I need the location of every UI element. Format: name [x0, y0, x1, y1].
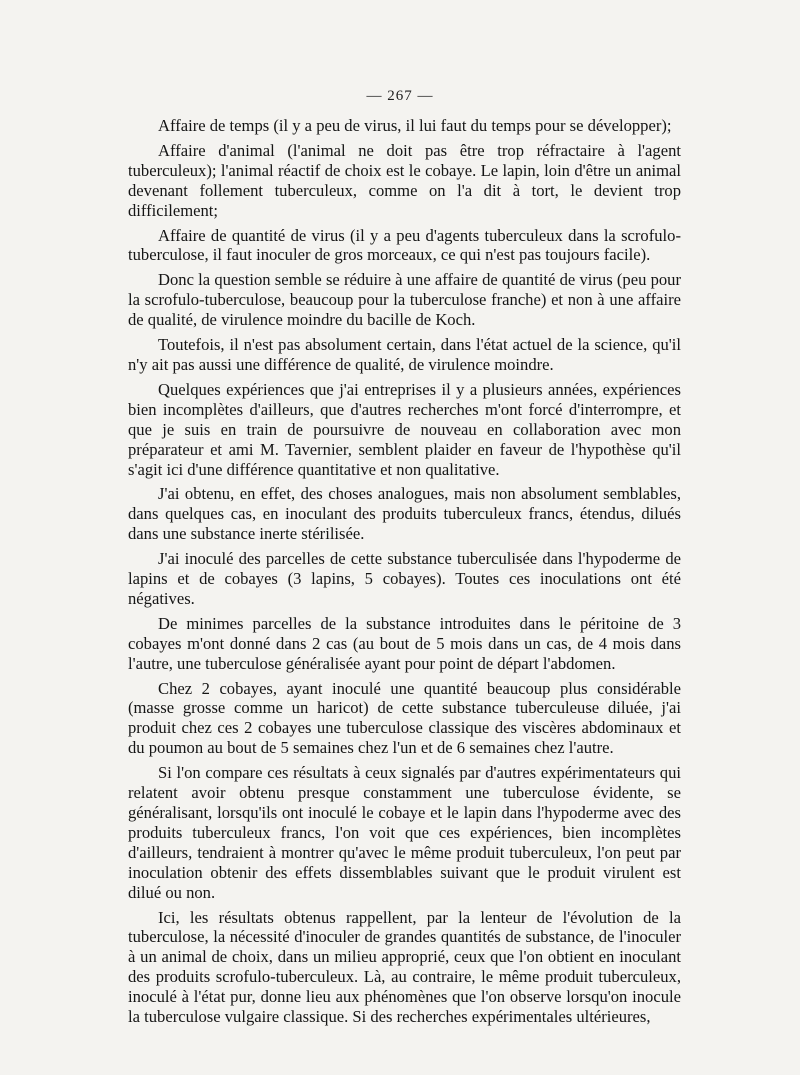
paragraph: Affaire d'animal (l'animal ne doit pas être trop réfractaire à l'agent tuberculeux); l'animal réactif de choix est le cobaye. Le lapin, loin d'être un animal devenant follement tuberculeux, comme on l'a dit à tort, le devient trop difficilement; [128, 140, 681, 220]
paragraph: Chez 2 cobayes, ayant inoculé une quantité beaucoup plus considérable (masse grosse comme un haricot) de cette substance tuberculeuse diluée, j'ai produit chez ces 2 cobayes une tuberculose classique des viscères abdominaux et du poumon au bout de 5 semaines chez l'un et de 6 semaines chez l'autre. [128, 678, 681, 758]
paragraph: Donc la question semble se réduire à une affaire de quantité de virus (peu pour la scrofulo-tuberculose, beaucoup pour la tuberculose franche) et non à une affaire de qualité, de virulence moindre du bacille de Koch. [128, 270, 681, 330]
page-number: — 267 — [366, 88, 434, 104]
paragraph: Toutefois, il n'est pas absolument certain, dans l'état actuel de la science, qu'il n'y ait pas aussi une différence de qualité, de virulence moindre. [128, 335, 681, 374]
paragraph: Affaire de temps (il y a peu de virus, il lui faut du temps pour se développer); [158, 116, 672, 135]
paragraph: Affaire de quantité de virus (il y a peu d'agents tuberculeux dans la scrofulo-tuberculose, il faut inoculer de gros morceaux, ce qui n'est pas toujours facile). [128, 225, 681, 265]
paragraph: Quelques expériences que j'ai entreprises il y a plusieurs années, expériences bien incomplètes d'ailleurs, que d'autres recherches m'ont forcé d'interrompre, et que je suis en train de poursuivre de nouveau en collaboration avec mon préparateur et ami M. Tavernier, semblent plaider en faveur de l'hypothèse qu'il s'agit ici d'une différence quantitative et non qualitative. [128, 379, 681, 479]
paragraph: J'ai inoculé des parcelles de cette substance tuberculisée dans l'hypoderme de lapins et de cobayes (3 lapins, 5 cobayes). Toutes ces inoculations ont été négatives. [128, 549, 681, 608]
paragraph: J'ai obtenu, en effet, des choses analogues, mais non absolument semblables, dans quelques cas, en inoculant des produits tuberculeux francs, étendus, dilués dans une substance inerte stérilisée. [128, 484, 681, 544]
paragraph: De minimes parcelles de la substance introduites dans le péritoine de 3 cobayes m'ont donné dans 2 cas (au bout de 5 mois dans un cas, de 4 mois dans l'autre, une tuberculose généralisée ayant pour point de départ l'abdomen. [128, 613, 681, 673]
paragraph: Si l'on compare ces résultats à ceux signalés par d'autres expérimentateurs qui relatent avoir obtenu presque constamment une tuberculose évidente, se généralisant, lorsqu'ils ont inoculé le cobaye et le lapin dans l'hypoderme avec des produits tuberculeux francs, l'on voit que ces expériences, bien incomplètes d'ailleurs, tendraient à montrer qu'avec le même produit tuberculeux, l'on peut par inoculation obtenir des effets dissemblables suivant que le produit virulent est dilué ou non. [128, 763, 681, 902]
body-text [128, 116, 681, 1027]
paragraph: Ici, les résultats obtenus rappellent, par la lenteur de l'évolution de la tuberculose, la nécessité d'inoculer de grandes quantités de substance, de l'inoculer à un animal de choix, dans un milieu approprié, ceux que l'on obtient en inoculant des produits scrofulo-tuberculeux. Là, au contraire, le même produit tuberculeux, inoculé à l'état pur, donne lieu aux phénomènes que l'on observe lorsqu'on inocule la tuberculose vulgaire classique. Si des recherches expérimentales ultérieures, [128, 907, 681, 1027]
